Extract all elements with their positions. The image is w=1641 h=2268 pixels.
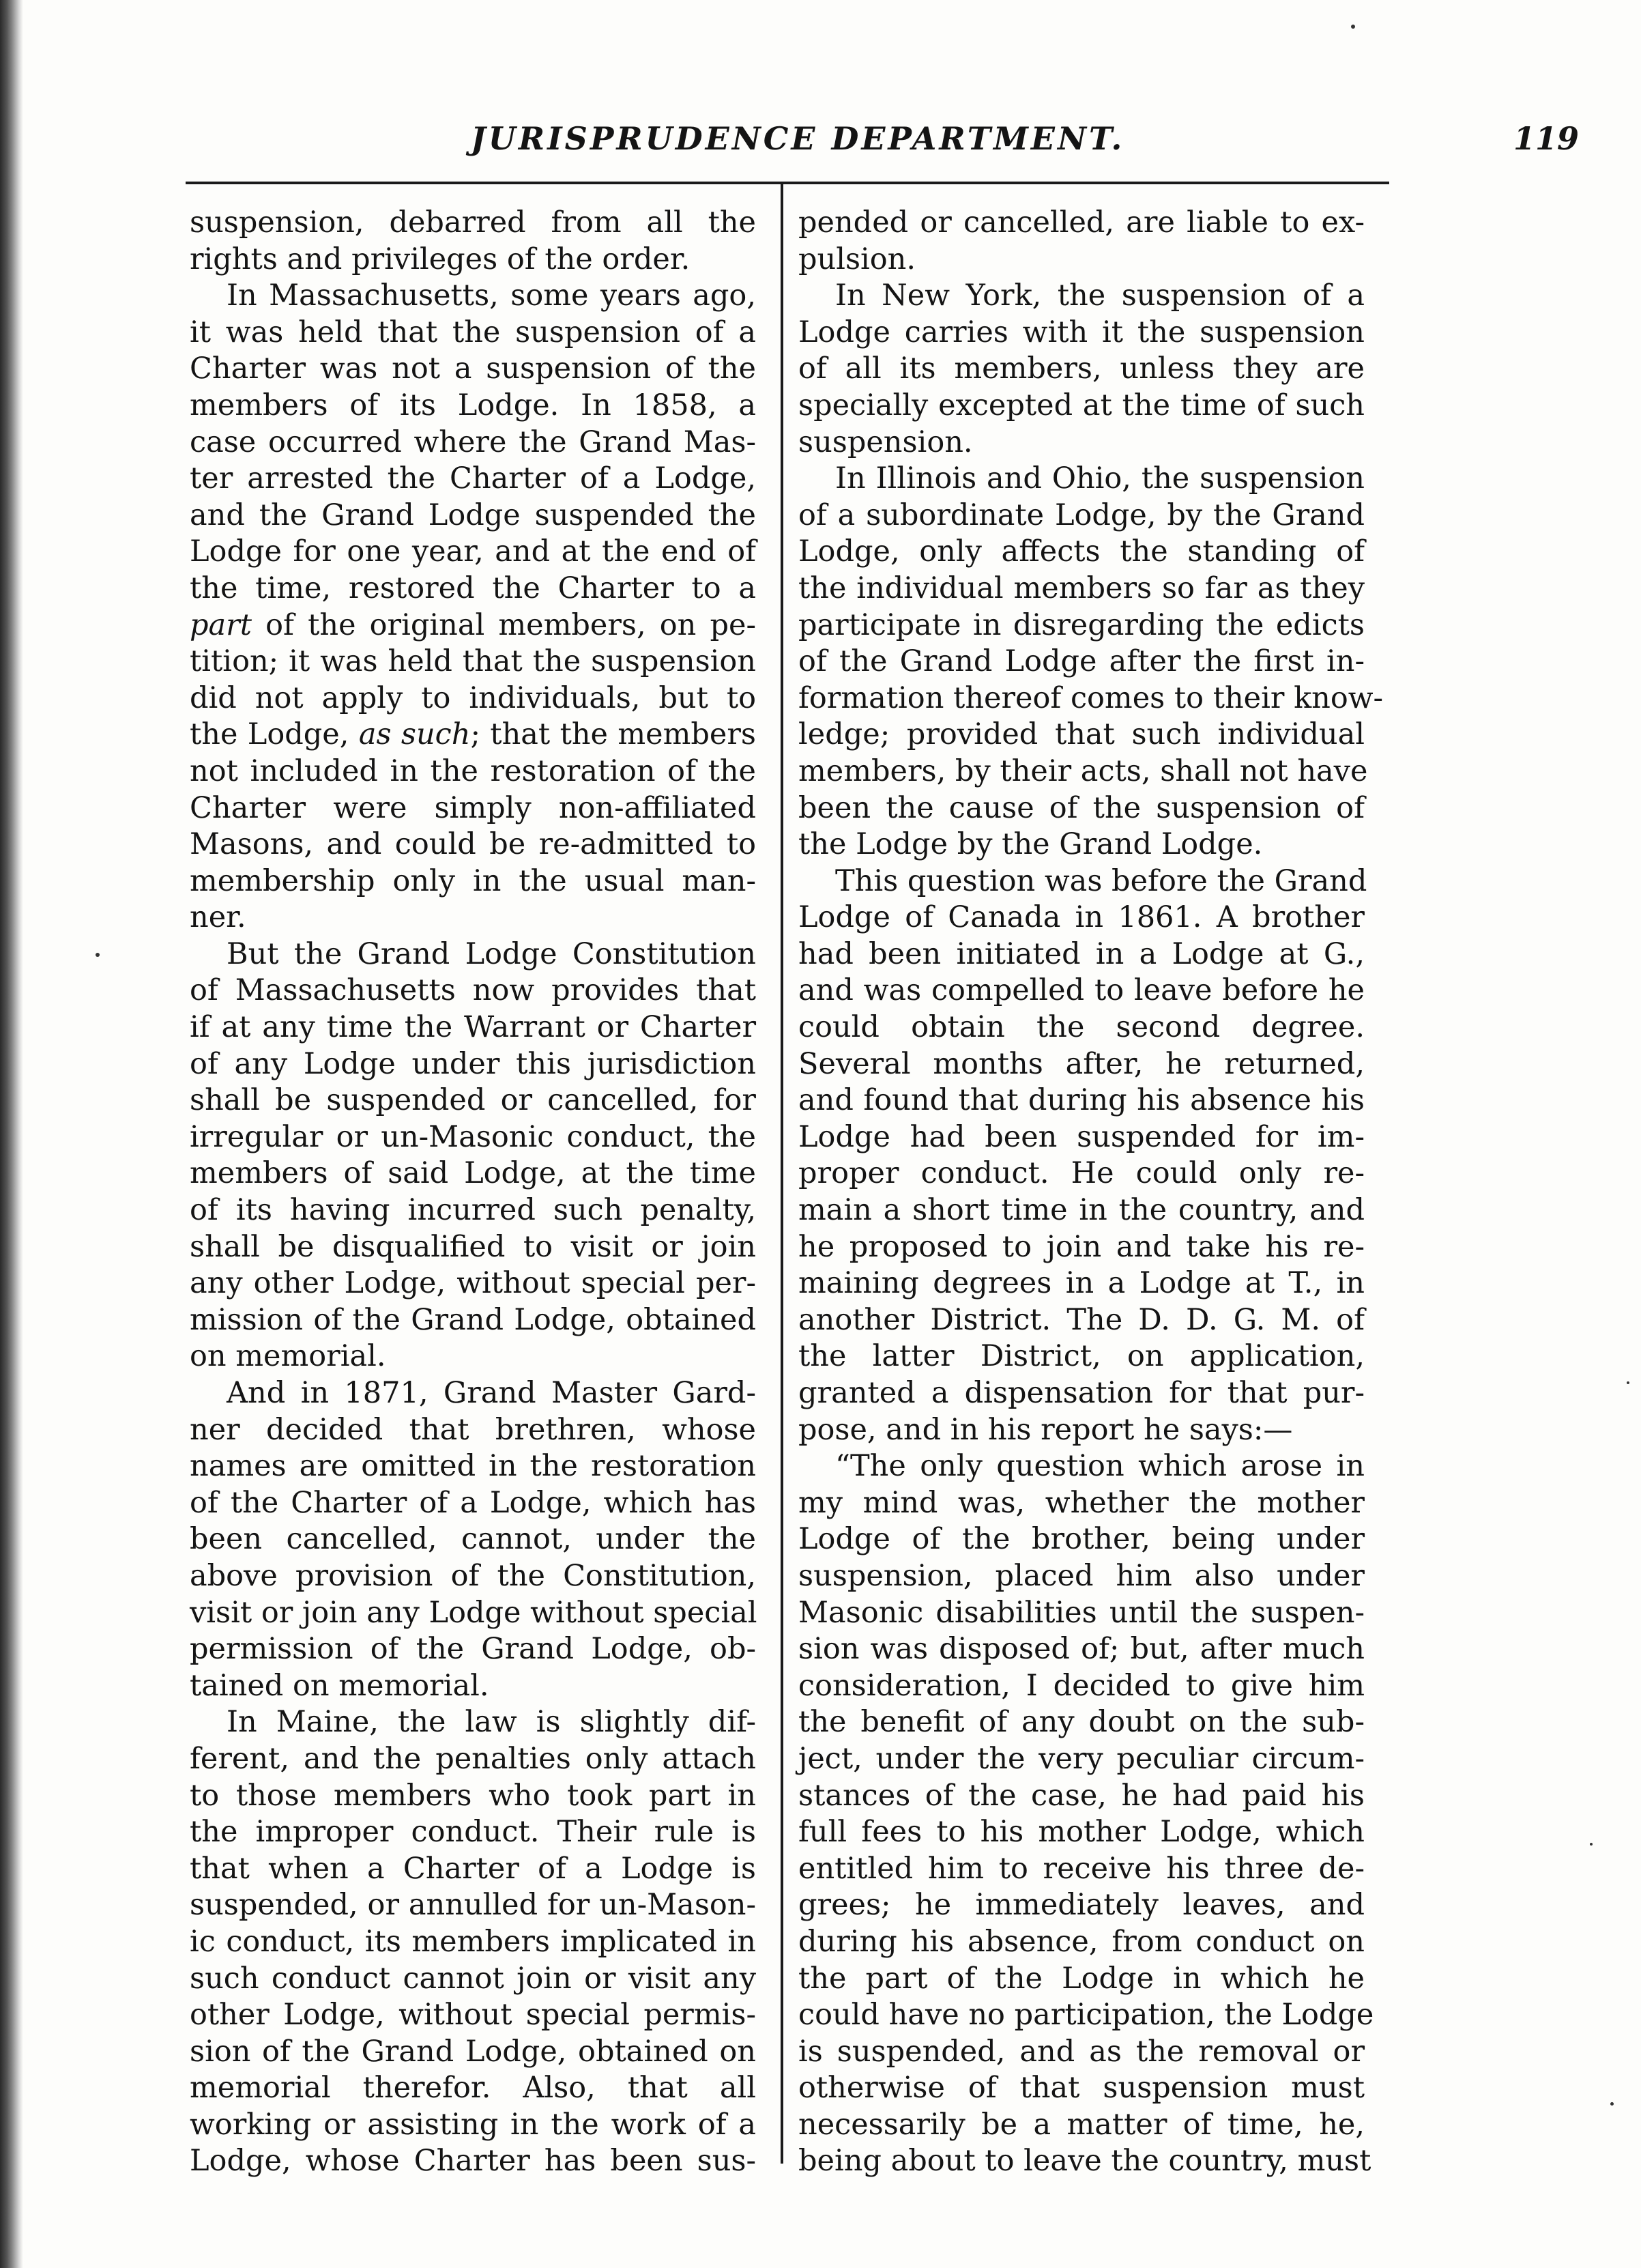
text-line: Charter were simply non-affiliated	[190, 790, 756, 825]
text-line	[190, 717, 756, 753]
text-line: the time, restored the Charter to a	[190, 571, 756, 605]
text-line: is suspended, and as the removal or	[798, 2034, 1365, 2069]
text-fragment: ; that the members	[470, 717, 756, 752]
text-line	[190, 607, 756, 644]
text-line: Charter was not a suspension of the	[190, 351, 756, 386]
text-fragment: of the original members, on pe-	[265, 607, 757, 642]
text-line: tition; it was held that the suspension	[190, 644, 756, 679]
text-line: of its having incurred such penalty,	[190, 1193, 756, 1228]
text-line: grees; he immediately leaves, and	[798, 1888, 1365, 1923]
text-line: membership only in the usual man-	[190, 863, 756, 898]
column-divider	[781, 184, 783, 2164]
text-fragment: the Lodge,	[190, 717, 359, 752]
text-line: working or assisting in the work of a	[190, 2107, 756, 2142]
page-number: 119	[1513, 120, 1580, 157]
text-line: members of said Lodge, at the time	[190, 1156, 756, 1191]
page-title: JURISPRUDENCE DEPARTMENT.	[471, 120, 1125, 157]
text-line: pulsion.	[798, 242, 916, 276]
text-line: ject, under the very peculiar circum-	[798, 1741, 1365, 1776]
text-line: names are omitted in the restoration	[190, 1449, 756, 1484]
text-line: and the Grand Lodge suspended the	[190, 498, 756, 532]
text-line: otherwise of that suspension must	[798, 2071, 1365, 2106]
text-line: been cancelled, cannot, under the	[190, 1522, 756, 1557]
text-line: pended or cancelled, are liable to ex-	[798, 205, 1365, 240]
text-line: had been initiated in a Lodge at G.,	[798, 936, 1365, 971]
text-line: In New York, the suspension of a	[835, 278, 1365, 313]
text-line: of a subordinate Lodge, by the Grand	[798, 498, 1365, 532]
text-line: sion of the Grand Lodge, obtained on	[190, 2034, 756, 2069]
left-column	[190, 205, 756, 2180]
text-line: of the Grand Lodge after the first in-	[798, 644, 1365, 679]
text-line: the individual members so far as they	[798, 571, 1365, 605]
text-line: visit or join any Lodge without special	[190, 1595, 757, 1630]
text-line: ner decided that brethren, whose	[190, 1412, 756, 1447]
text-line: the benefit of any doubt on the sub-	[798, 1705, 1365, 1740]
header-rule	[186, 182, 1389, 184]
text-line: full fees to his mother Lodge, which	[798, 1815, 1365, 1850]
text-line: And in 1871, Grand Master Gard-	[227, 1376, 756, 1410]
text-line: main a short time in the country, and	[798, 1193, 1365, 1228]
text-line: of the Charter of a Lodge, which has	[190, 1485, 756, 1520]
text-line: maining degrees in a Lodge at T., in	[798, 1266, 1365, 1301]
text-line: to those members who took part in	[190, 1778, 756, 1813]
text-line: ic conduct, its members implicated in	[190, 1924, 756, 1959]
text-line: shall be suspended or cancelled, for	[190, 1083, 756, 1118]
text-line: could have no participation, the Lodge	[798, 1998, 1374, 2033]
text-line: specially excepted at the time of such	[798, 388, 1365, 422]
text-line: been the cause of the suspension of	[798, 790, 1365, 825]
print-speck	[1590, 1843, 1593, 1846]
text-line: the part of the Lodge in which he	[798, 1961, 1365, 1996]
text-line: mission of the Grand Lodge, obtained	[190, 1302, 756, 1337]
italic-text: part	[190, 607, 252, 642]
text-line: ferent, and the penalties only attach	[190, 1741, 756, 1776]
text-line: did not apply to individuals, but to	[190, 680, 756, 715]
text-line: could obtain the second degree.	[798, 1010, 1365, 1045]
text-line: ter arrested the Charter of a Lodge,	[190, 461, 756, 496]
text-line: on memorial.	[190, 1339, 386, 1374]
text-line: proper conduct. He could only re-	[798, 1156, 1365, 1191]
text-line: and found that during his absence his	[798, 1083, 1365, 1118]
text-line: another District. The D. D. G. M. of	[798, 1302, 1365, 1337]
text-line: sion was disposed of; but, after much	[798, 1632, 1365, 1667]
text-line: of Massachusetts now provides that	[190, 973, 756, 1008]
text-line: stances of the case, he had paid his	[798, 1778, 1365, 1813]
text-line: ner.	[190, 900, 246, 935]
text-line: suspension, placed him also under	[798, 1558, 1365, 1593]
text-line: such conduct cannot join or visit any	[190, 1961, 756, 1996]
text-line: my mind was, whether the mother	[798, 1485, 1365, 1520]
text-line: necessarily be a matter of time, he,	[798, 2107, 1365, 2142]
text-line: In Massachusetts, some years ago,	[227, 278, 756, 313]
text-line: any other Lodge, without special per-	[190, 1266, 756, 1301]
text-line: entitled him to receive his three de-	[798, 1851, 1365, 1886]
print-speck	[1627, 1381, 1629, 1384]
text-line: formation thereof comes to their know-	[798, 680, 1384, 715]
text-line: the Lodge by the Grand Lodge.	[798, 827, 1263, 862]
italic-text: as such	[358, 717, 471, 752]
text-line: granted a dispensation for that pur-	[798, 1376, 1365, 1410]
text-line: Lodge had been suspended for im-	[798, 1119, 1365, 1154]
text-line: Lodge, whose Charter has been sus-	[190, 2144, 756, 2179]
text-line: Lodge carries with it the suspension	[798, 315, 1365, 349]
text-line: he proposed to join and take his re-	[798, 1229, 1365, 1264]
print-speck	[96, 953, 100, 957]
text-line: Lodge of the brother, being under	[798, 1522, 1365, 1557]
text-line: In Maine, the law is slightly dif-	[227, 1705, 756, 1740]
text-line: that when a Charter of a Lodge is	[190, 1851, 756, 1886]
text-line: This question was before the Grand	[835, 863, 1367, 898]
text-line: Lodge, only affects the standing of	[798, 534, 1365, 569]
print-speck	[1351, 25, 1355, 29]
text-line: of all its members, unless they are	[798, 351, 1365, 386]
text-line: “The only question which arose in	[835, 1449, 1365, 1484]
text-line: But the Grand Lodge Constitution	[227, 936, 756, 971]
text-line: ledge; provided that such individual	[798, 717, 1365, 752]
text-line: participate in disregarding the edicts	[798, 607, 1365, 642]
text-line: members, by their acts, shall not have	[798, 753, 1368, 788]
text-line: Lodge of Canada in 1861. A brother	[798, 900, 1365, 935]
text-line: above provision of the Constitution,	[190, 1558, 756, 1593]
text-line: Masons, and could be re-admitted to	[190, 827, 756, 862]
text-line: suspended, or annulled for un-Mason-	[190, 1888, 756, 1923]
text-line: it was held that the suspension of a	[190, 315, 756, 349]
text-line: suspension.	[798, 425, 973, 459]
text-line: of any Lodge under this jurisdiction	[190, 1046, 756, 1081]
text-line: case occurred where the Grand Mas-	[190, 425, 756, 459]
text-line: the latter District, on application,	[798, 1339, 1365, 1374]
text-line: Several months after, he returned,	[798, 1046, 1365, 1081]
text-line: not included in the restoration of the	[190, 753, 756, 788]
right-column	[798, 205, 1384, 2180]
text-line: the improper conduct. Their rule is	[190, 1815, 756, 1850]
text-line: Lodge for one year, and at the end of	[190, 534, 756, 569]
text-line: pose, and in his report he says:—	[798, 1412, 1293, 1447]
text-line: consideration, I decided to give him	[798, 1668, 1365, 1703]
text-line: during his absence, from conduct on	[798, 1924, 1365, 1959]
text-line: suspension, debarred from all the	[190, 205, 756, 240]
text-line: other Lodge, without special permis-	[190, 1998, 756, 2033]
text-line: permission of the Grand Lodge, ob-	[190, 1632, 756, 1667]
text-line: shall be disqualified to visit or join	[190, 1229, 756, 1264]
text-line: members of its Lodge. In 1858, a	[190, 388, 756, 422]
text-line: irregular or un-Masonic conduct, the	[190, 1119, 756, 1154]
text-line: if at any time the Warrant or Charter	[190, 1010, 756, 1045]
text-line: Masonic disabilities until the suspen-	[798, 1595, 1365, 1630]
text-line: and was compelled to leave before he	[798, 973, 1365, 1008]
text-line: In Illinois and Ohio, the suspension	[835, 461, 1365, 496]
page-binding-shadow	[0, 0, 23, 2268]
text-line: tained on memorial.	[190, 1668, 489, 1703]
text-line: rights and privileges of the order.	[190, 242, 691, 276]
text-line: being about to leave the country, must	[798, 2144, 1371, 2179]
print-speck	[1610, 2102, 1614, 2106]
text-line: memorial therefor. Also, that all	[190, 2071, 756, 2106]
